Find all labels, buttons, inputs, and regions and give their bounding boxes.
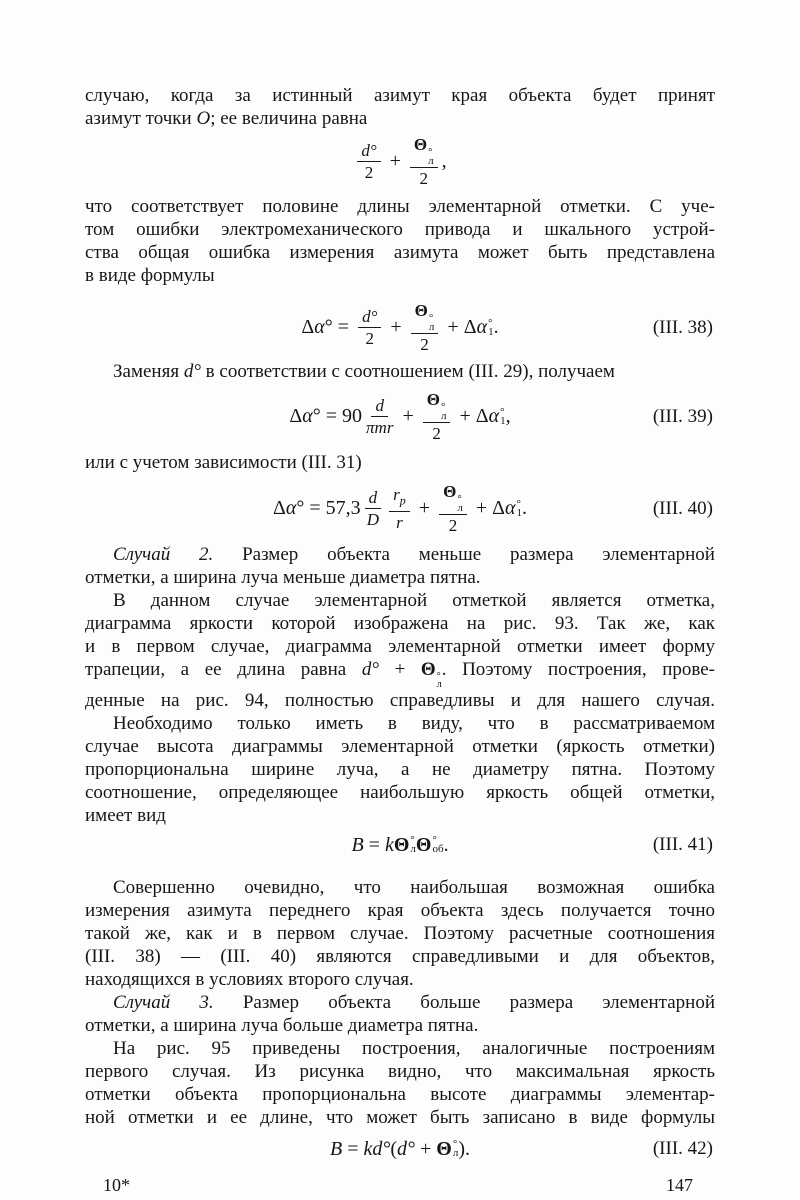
math-variable: r	[393, 484, 400, 504]
punctuation: .	[493, 316, 499, 338]
superscript: °	[452, 1138, 458, 1150]
equation-iii-41	[85, 830, 715, 860]
math-variable: B	[351, 833, 364, 856]
case-heading: Случай 3.	[113, 992, 214, 1013]
text-line: отметки, а ширина луча меньше диаметра пятна.	[85, 567, 481, 588]
coefficient: 57,3	[325, 497, 361, 519]
fraction-numerator	[389, 485, 410, 512]
text-line: В данном случае элементарной отметкой является отметка,	[113, 590, 715, 611]
plus-operator: +	[418, 497, 431, 519]
text-line: Совершенно очевидно, что наибольшая возможная ошибка	[113, 877, 715, 898]
plus-operator: +	[420, 1137, 432, 1160]
punctuation: ,	[505, 405, 511, 427]
equals-sign: =	[309, 497, 321, 519]
page-footer	[85, 1175, 715, 1196]
text-segment: азимут точки	[85, 108, 197, 129]
theta-symbol: Θ	[415, 833, 432, 856]
text-line: находящихся в условиях второго случая.	[85, 969, 414, 990]
text-line: имеет вид	[85, 805, 166, 826]
plus-operator: +	[402, 405, 414, 427]
math-variable: d°	[361, 659, 379, 680]
text-line: отметки, а ширина луча больше диаметра пятна.	[85, 1015, 479, 1036]
delta-symbol: Δ	[301, 316, 315, 338]
text-line	[85, 658, 715, 689]
fraction	[365, 488, 382, 529]
math-variable: O	[196, 108, 211, 129]
degree-sign: °	[324, 316, 333, 338]
equals-sign: =	[368, 833, 380, 856]
equation-iii-42	[85, 1133, 715, 1165]
fraction	[423, 390, 451, 443]
subscript: л	[452, 1147, 459, 1159]
subscript: 1	[516, 506, 522, 519]
paragraph-8	[85, 876, 715, 991]
punctuation: .	[521, 497, 527, 519]
text-line: случае высота диаграммы элементарной отметки (яркость отметки)	[85, 736, 715, 757]
theta-symbol: Θ	[413, 135, 428, 154]
paragraph-10	[85, 1037, 715, 1129]
alpha-symbol: α	[314, 316, 325, 338]
subscript: 1	[488, 325, 494, 338]
punctuation: .	[465, 1137, 471, 1160]
fraction	[439, 482, 467, 535]
math-variable: B	[329, 1137, 343, 1160]
fraction	[358, 307, 381, 348]
text-line: случаю, когда за истинный азимут края объекта будет принят	[85, 85, 715, 106]
fraction-denominator: r	[396, 513, 403, 533]
superscript: °	[516, 497, 521, 510]
paragraph-5	[85, 543, 715, 589]
subscript: л	[410, 843, 416, 855]
paragraph-9	[85, 991, 715, 1037]
math-variable: k	[384, 833, 394, 856]
alpha-symbol: α	[476, 316, 488, 338]
text-line: и в первом случае, диаграмма элементарной отметки имеет форму	[85, 636, 715, 657]
text-line: ства общая ошибка измерения азимута может быть представлена	[85, 242, 715, 263]
math-variable: d°	[397, 1137, 416, 1160]
degree-sign: °	[312, 405, 321, 427]
fraction	[389, 485, 410, 532]
text-line: такой же, как и в первом случае. Поэтому расчетные соотношения	[85, 923, 715, 944]
equals-sign: =	[325, 405, 338, 427]
text-segment: Размер объекта меньше размера элементарной	[213, 544, 715, 565]
fraction-denominator: 2	[432, 424, 441, 443]
plus-operator: +	[459, 405, 471, 427]
equation-unnumbered	[85, 135, 715, 188]
fraction-numerator: d	[371, 396, 388, 417]
footer-signature-mark: 10*	[103, 1175, 130, 1195]
text-line: или с учетом зависимости (III. 31)	[85, 452, 362, 473]
paragraph-3	[85, 360, 715, 383]
text-line	[85, 107, 715, 130]
text-segment: +	[378, 659, 421, 680]
text-line: измерения азимута переднего края объекта здесь получается точно	[85, 900, 715, 921]
text-line: отметки объекта пропорциональна высоте диаграммы элементар-	[85, 1084, 715, 1105]
delta-symbol: Δ	[492, 497, 505, 519]
equation-body	[351, 834, 448, 857]
theta-symbol: Θ	[426, 390, 440, 409]
subscript: л	[440, 410, 447, 422]
alpha-symbol: α	[302, 405, 313, 427]
text-line	[85, 543, 715, 566]
fraction	[366, 396, 393, 437]
text-segment: Размер объекта больше размера элементарной	[213, 992, 715, 1013]
plus-operator: +	[447, 316, 459, 338]
sup-sub-stack	[428, 148, 434, 166]
text-line: Необходимо только иметь в виду, что в рассматриваемом	[113, 713, 715, 734]
fraction-denominator: πmr	[366, 418, 394, 437]
fraction-numerator	[439, 482, 467, 515]
subscript: об	[432, 843, 444, 855]
fraction-numerator	[410, 135, 438, 168]
sup-sub-stack	[457, 495, 463, 513]
paragraph-1	[85, 84, 715, 130]
open-paren: (	[390, 1137, 398, 1160]
superscript: °	[410, 834, 415, 846]
theta-symbol: Θ	[443, 482, 457, 501]
superscript: °	[428, 312, 434, 324]
case-heading: Случай 2.	[113, 544, 214, 565]
text-line: что соответствует половине длины элементарной отметки. С уче-	[85, 196, 715, 217]
theta-symbol: Θ	[420, 659, 436, 680]
theta-symbol: Θ	[393, 833, 410, 856]
fraction-denominator: 2	[420, 335, 429, 354]
alpha-symbol: α	[488, 405, 500, 427]
sup-sub-stack	[441, 403, 447, 421]
superscript: °	[457, 493, 462, 505]
fraction-numerator: d°	[358, 307, 381, 328]
subscript: р	[399, 493, 406, 508]
delta-symbol: Δ	[463, 316, 477, 338]
text-line: соотношение, определяющее наибольшую яркость общей отметки,	[85, 782, 715, 803]
text-segment: в соответствии с соотношением (III. 29), получаем	[200, 361, 615, 382]
subscript: л	[436, 679, 442, 690]
equation-body	[330, 1138, 470, 1161]
fraction-numerator	[411, 301, 439, 334]
fraction-denominator: 2	[364, 163, 374, 182]
footer-page-number: 147	[666, 1175, 693, 1195]
text-line: первого случая. Из рисунка видно, что максимальная яркость	[85, 1061, 715, 1082]
fraction-denominator: 2	[419, 169, 429, 188]
superscript: °	[436, 671, 441, 682]
text-line: том ошибки электромеханического привода и шкального устрой-	[85, 219, 715, 240]
fraction	[357, 141, 380, 182]
plus-operator: +	[389, 150, 401, 172]
subscript: 1	[500, 414, 506, 427]
equation-body	[289, 390, 510, 443]
equation-iii-39	[85, 390, 715, 443]
superscript: °	[440, 401, 446, 413]
fraction-denominator: D	[366, 510, 380, 529]
theta-symbol: Θ	[436, 1137, 452, 1160]
text-segment: ; ее величина равна	[210, 108, 368, 129]
equation-tag: (III. 41)	[652, 834, 713, 855]
paragraph-2	[85, 195, 715, 287]
degree-sign: °	[296, 497, 305, 519]
fraction	[410, 135, 438, 188]
text-segment: Заменяя	[113, 361, 184, 382]
equals-sign: =	[347, 1137, 359, 1160]
equation-iii-38	[85, 301, 715, 354]
equation-tag: (III. 40)	[652, 497, 713, 519]
equation-tag: (III. 39)	[652, 405, 713, 427]
text-segment: трапеции, а ее длина равна	[85, 659, 362, 680]
paragraph-4	[85, 451, 715, 474]
text-line	[85, 991, 715, 1014]
punctuation: ,	[441, 150, 447, 172]
plus-operator: +	[390, 316, 402, 338]
math-variable: kd°	[363, 1137, 391, 1160]
fraction-numerator: d°	[357, 141, 380, 162]
subscript: л	[428, 321, 435, 333]
theta-symbol: Θ	[414, 301, 428, 320]
delta-symbol: Δ	[273, 497, 286, 519]
text-line: пропорциональна ширине луча, а не диаметру пятна. Поэтому	[85, 759, 715, 780]
text-line: диаграмма яркости которой изображена на рис. 93. Так же, как	[85, 613, 715, 634]
fraction-numerator: d	[365, 488, 382, 509]
text-line: ной отметки и ее длине, что может быть записано в виде формулы	[85, 1107, 715, 1128]
superscript: °	[488, 316, 493, 329]
equation-body	[301, 301, 498, 354]
superscript: °	[432, 834, 437, 846]
text-line: На рис. 95 приведены построения, аналогичные построениям	[113, 1038, 715, 1059]
text-line	[85, 360, 715, 383]
subscript: л	[457, 502, 463, 514]
plus-operator: +	[475, 497, 488, 519]
subscript: л	[428, 155, 434, 167]
coefficient: 90	[342, 405, 363, 427]
fraction-denominator: 2	[448, 516, 458, 535]
fraction-numerator	[423, 390, 451, 423]
close-paren: )	[458, 1137, 466, 1160]
text-line: денные на рис. 94, полностью справедливы и для нашего случая.	[85, 690, 715, 711]
equals-sign: =	[337, 316, 350, 338]
text-segment: . Поэтому построения, прове-	[441, 659, 716, 680]
math-variable: d°	[183, 361, 201, 382]
equation-body	[353, 135, 446, 188]
equation-tag: (III. 38)	[652, 316, 713, 338]
text-line: (III. 38) — (III. 40) являются справедливыми и для объектов,	[85, 946, 715, 967]
fraction-denominator: 2	[365, 329, 374, 348]
sup-sub-stack	[429, 314, 435, 332]
text-line: в виде формулы	[85, 265, 215, 286]
fraction	[411, 301, 439, 354]
punctuation: .	[443, 833, 449, 856]
paragraph-6	[85, 589, 715, 712]
equation-iii-40	[85, 482, 715, 535]
sup-sub-stack	[432, 836, 443, 854]
superscript: °	[500, 405, 505, 418]
paragraph-7	[85, 712, 715, 827]
delta-symbol: Δ	[289, 405, 303, 427]
equation-tag: (III. 42)	[652, 1138, 713, 1159]
delta-symbol: Δ	[475, 405, 489, 427]
alpha-symbol: α	[504, 497, 516, 519]
alpha-symbol: α	[285, 497, 297, 519]
equation-body	[273, 482, 527, 535]
superscript: °	[428, 146, 433, 158]
